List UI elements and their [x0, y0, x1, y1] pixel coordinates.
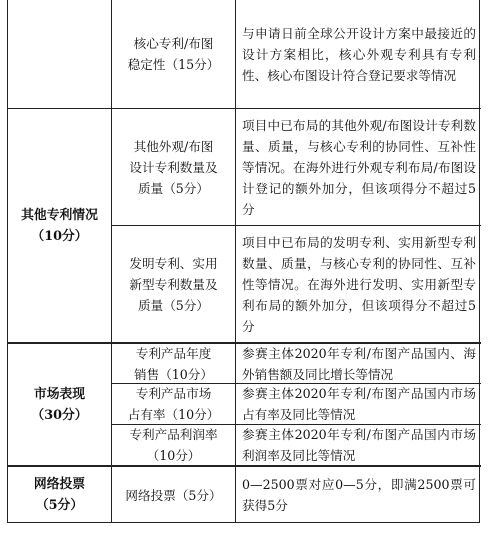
category-other-patents: 其他专利情况 （10分） — [8, 108, 111, 342]
category-cell-empty — [8, 0, 111, 108]
description-text: 参赛主体2020年专利/布图产品国内市场占有率及同比等情况 — [242, 386, 476, 422]
description-text: 项目中已布局的发明专利、实用新型专利数量、质量，与核心专利的协同性、互补性等情况。在海外进行发明、实用新型专利布局的额外加分，但该项得分不超过5分 — [242, 234, 476, 334]
criterion-cell — [111, 383, 235, 424]
criterion-label: 专利产品市场 占有率（10分） — [127, 386, 220, 422]
category-market: 市场表现 （30分） — [8, 342, 111, 465]
criterion-label: 核心专利/布图 稳定性（15分） — [127, 36, 220, 72]
description-cell — [235, 0, 481, 108]
criterion-cell — [111, 108, 235, 225]
description-cell — [235, 424, 481, 465]
description-text: 与申请日前全球公开设计方案中最接近的设计方案相比，核心外观专利具有专利性、核心布图设计符合登记要求等情况 — [242, 25, 476, 83]
criterion-cell — [111, 424, 235, 465]
description-text: 0—2500票对应0—5分，即满2500票可获得5分 — [242, 477, 476, 513]
description-text: 参赛主体2020年专利/布图产品国内、海外销售额及同比增长等情况 — [242, 345, 476, 382]
description-cell — [235, 342, 481, 383]
scoring-table — [7, 0, 480, 523]
criterion-label: 专利产品年度 销售（10分） — [134, 345, 213, 382]
description-cell — [235, 225, 481, 342]
criterion-cell — [111, 225, 235, 342]
criterion-label: 其他外观/布图 设计专利数量及 质量（5分） — [129, 138, 218, 196]
description-cell — [235, 108, 481, 225]
criterion-cell — [111, 342, 235, 383]
description-text: 项目中已布局的其他外观/布图设计专利数量、质量，与核心专利的协同性、互补性等情况。在海外进行外观专利布局/布图设计登记的额外加分，但该项得分不超过5分 — [242, 117, 476, 217]
criterion-label: 专利产品利润率 （10分） — [129, 427, 218, 463]
criterion-label: 发明专利、实用 新型专利数量及 质量（5分） — [129, 255, 218, 313]
description-cell — [235, 383, 481, 424]
description-cell — [235, 465, 481, 523]
criterion-cell — [111, 465, 235, 523]
description-text: 参赛主体2020年专利/布图产品国内市场利润率及同比等情况 — [242, 427, 476, 463]
category-vote: 网络投票 （5分） — [8, 465, 111, 523]
criterion-cell — [111, 0, 235, 108]
criterion-label: 网络投票（5分） — [125, 487, 222, 503]
